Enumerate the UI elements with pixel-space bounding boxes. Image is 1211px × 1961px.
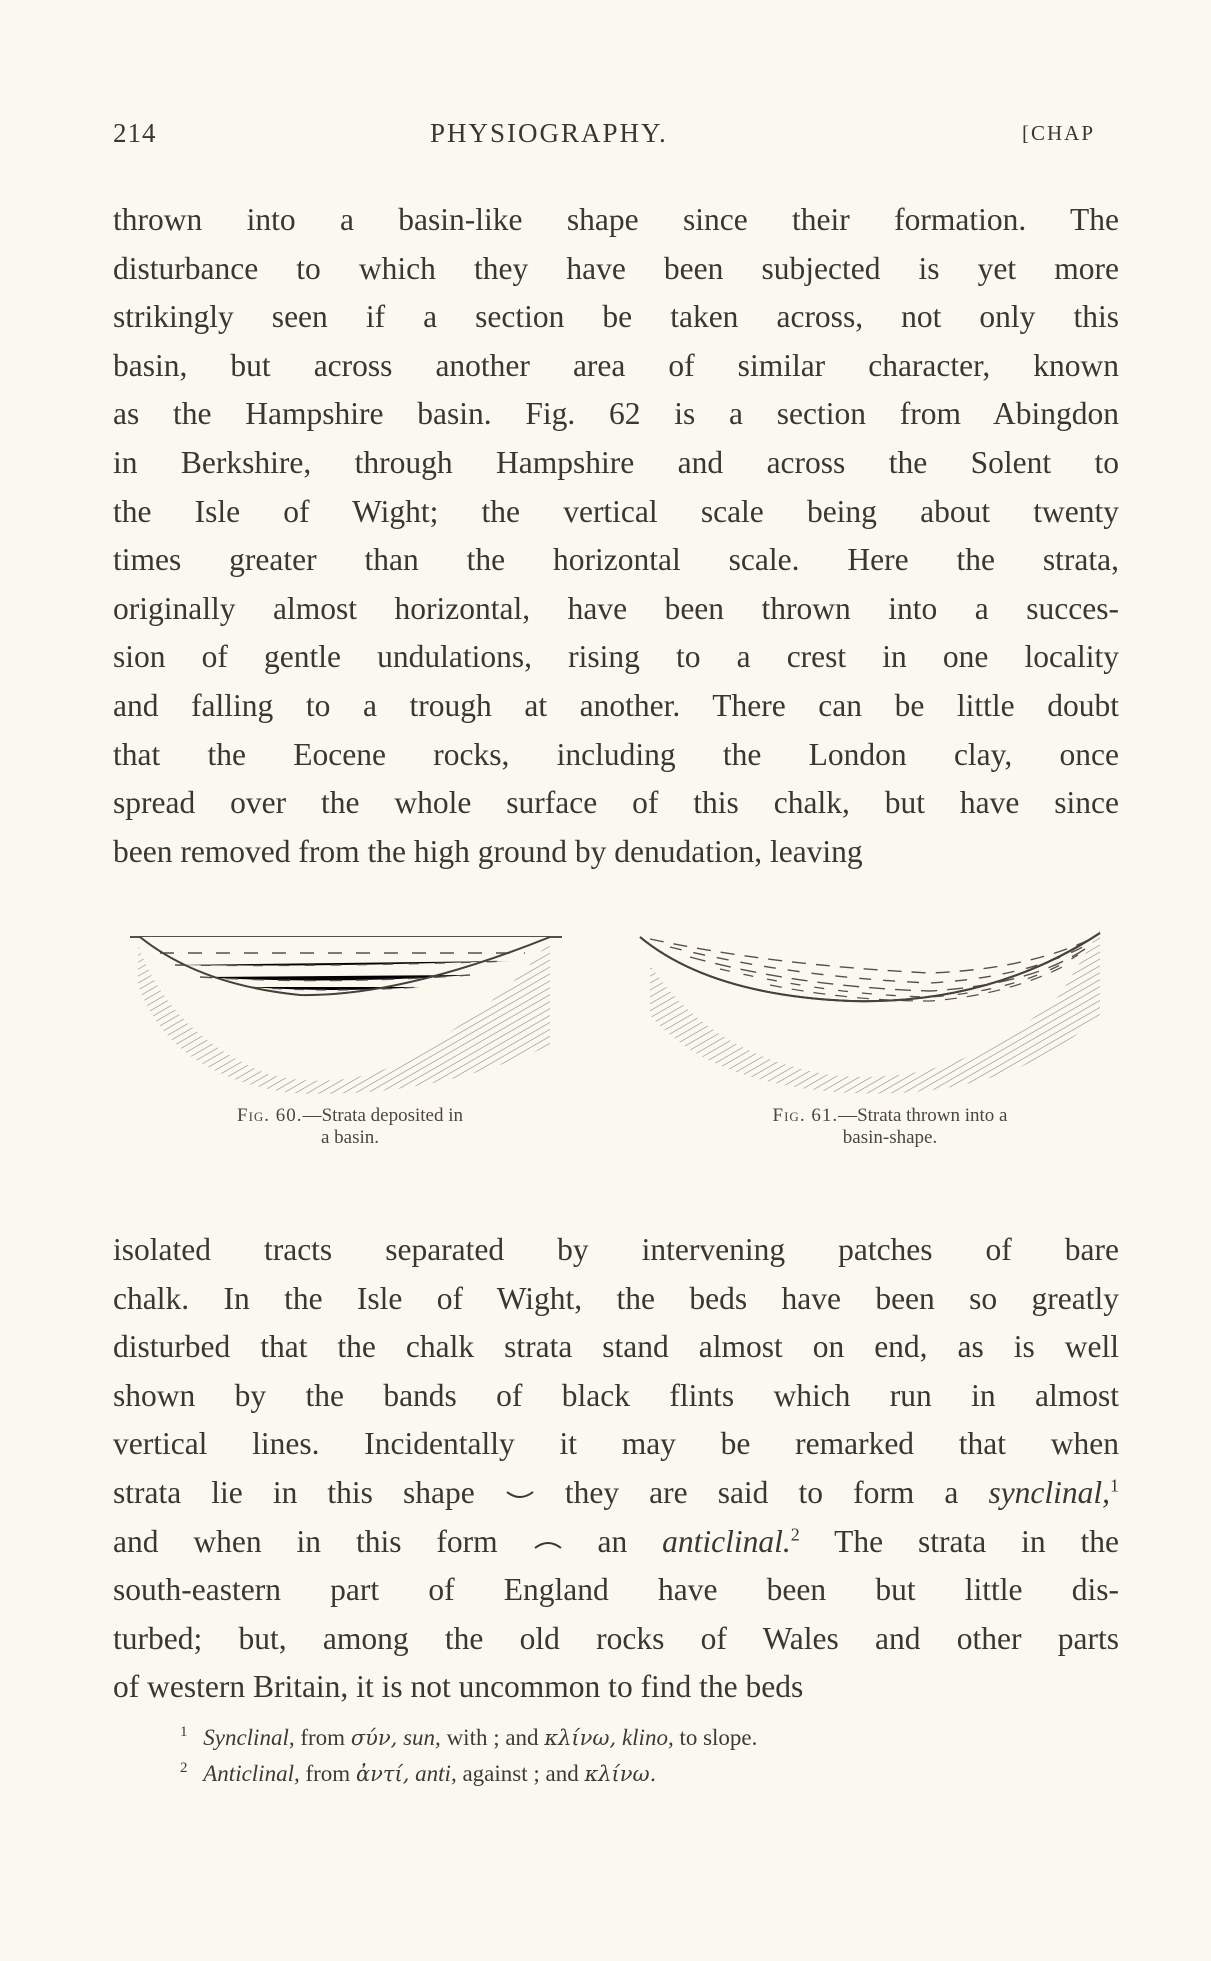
text-segment: they are said to form a: [564, 1474, 959, 1510]
paragraph-bottom: [113, 1226, 1119, 1712]
footnote-greek: κλίνω,: [544, 1726, 617, 1750]
footnote-mark: 2: [180, 1760, 188, 1777]
text-line: been removed from the high ground by denudation, leaving: [113, 833, 863, 869]
running-header: [0, 118, 1211, 158]
figure-60-basin-strata: [130, 925, 562, 1095]
text-line: times greater than the horizontal scale. Here the strata,: [113, 542, 1119, 578]
text-line: the Isle of Wight; the vertical scale being about twenty: [113, 493, 1119, 529]
footnote-text: from: [305, 1761, 351, 1786]
term-synclinal: synclinal,: [988, 1474, 1111, 1510]
figure-60-caption-text: —Strata deposited in: [302, 1105, 463, 1126]
text-line: isolated tracts separated by intervening patches of bare: [113, 1232, 1119, 1267]
footnote-text: from: [300, 1725, 346, 1750]
text-line: basin, but across another area of similar character, known: [113, 347, 1119, 383]
text-line: thrown into a basin-like shape since their formation. The: [113, 202, 1119, 237]
figure-60-caption-line2: a basin.: [320, 1127, 380, 1148]
text-line: of western Britain, it is not uncommon to find the beds: [113, 1669, 804, 1705]
text-line: sion of gentle undulations, rising to a crest in one locality: [113, 639, 1119, 675]
text-line: originally almost horizontal, have been thrown into a succes-: [113, 590, 1119, 626]
text-line: [113, 1518, 1119, 1567]
paragraph-top: [113, 196, 1119, 876]
footnote-term: Anticlinal,: [203, 1761, 300, 1786]
footnote-translit: anti,: [415, 1761, 457, 1786]
figure-60-caption: [140, 1105, 560, 1149]
running-title: PHYSIOGRAPHY.: [430, 118, 668, 148]
page-number: 214: [113, 118, 157, 148]
footnote-term: Synclinal,: [203, 1725, 295, 1750]
text-line: that the Eocene rocks, including the London clay, once: [113, 736, 1119, 772]
text-line: disturbed that the chalk strata stand almost on end, as is well: [113, 1329, 1119, 1365]
footnotes: [180, 1720, 1080, 1792]
text-segment: and when in this form: [113, 1523, 498, 1559]
footnote-greek: κλίνω.: [584, 1762, 657, 1786]
figure-61-label: Fig. 61.: [772, 1105, 839, 1126]
term-anticlinal: anticlinal.: [662, 1523, 791, 1559]
text-line: as the Hampshire basin. Fig. 62 is a section from Abingdon: [113, 396, 1119, 432]
footnote-text: to slope.: [679, 1725, 758, 1750]
footnote-ref-2: 2: [790, 1524, 800, 1545]
text-line: [113, 1469, 1119, 1518]
text-line: south-eastern part of England have been but little dis-: [113, 1572, 1119, 1608]
figure-61-caption: [680, 1105, 1100, 1149]
text-line: vertical lines. Incidentally it may be remarked that when: [113, 1426, 1119, 1462]
footnote-1: [180, 1720, 1080, 1756]
footnote-greek: ἀντί,: [355, 1762, 410, 1786]
text-segment: The strata in the: [834, 1523, 1120, 1559]
text-line: shown by the bands of black flints which run in almost: [113, 1377, 1119, 1413]
chapter-mark: [CHAP: [1022, 121, 1096, 145]
text-segment: strata lie in this shape: [113, 1474, 475, 1510]
text-line: disturbance to which they have been subjected is yet more: [113, 250, 1119, 286]
text-line: chalk. In the Isle of Wight, the beds have been so greatly: [113, 1280, 1119, 1316]
footnote-mark: 1: [180, 1724, 188, 1741]
footnote-greek: σύν,: [350, 1726, 398, 1750]
text-line: strikingly seen if a section be taken across, not only this: [113, 299, 1119, 335]
text-line: and falling to a trough at another. There can be little doubt: [113, 687, 1119, 723]
footnote-translit: sun,: [403, 1725, 441, 1750]
figure-61-caption-text: —Strata thrown into a: [838, 1105, 1008, 1126]
figure-61-folded-strata: [630, 925, 1110, 1095]
footnote-2: [180, 1756, 1080, 1792]
text-line: turbed; but, among the old rocks of Wales and other parts: [113, 1620, 1119, 1656]
footnote-translit: klino,: [621, 1725, 674, 1750]
text-line: spread over the whole surface of this chalk, but have since: [113, 785, 1119, 821]
figure-61-caption-line2: basin-shape.: [842, 1127, 938, 1148]
footnote-text: with ; and: [446, 1725, 539, 1750]
text-line: in Berkshire, through Hampshire and across the Solent to: [113, 444, 1119, 480]
footnote-text: against ; and: [462, 1761, 579, 1786]
footnote-ref-1: 1: [1110, 1475, 1120, 1496]
anticline-symbol-icon: [533, 1537, 563, 1551]
figure-60-label: Fig. 60.: [237, 1105, 303, 1126]
syncline-symbol-icon: [505, 1489, 535, 1503]
text-segment: an: [597, 1523, 628, 1559]
